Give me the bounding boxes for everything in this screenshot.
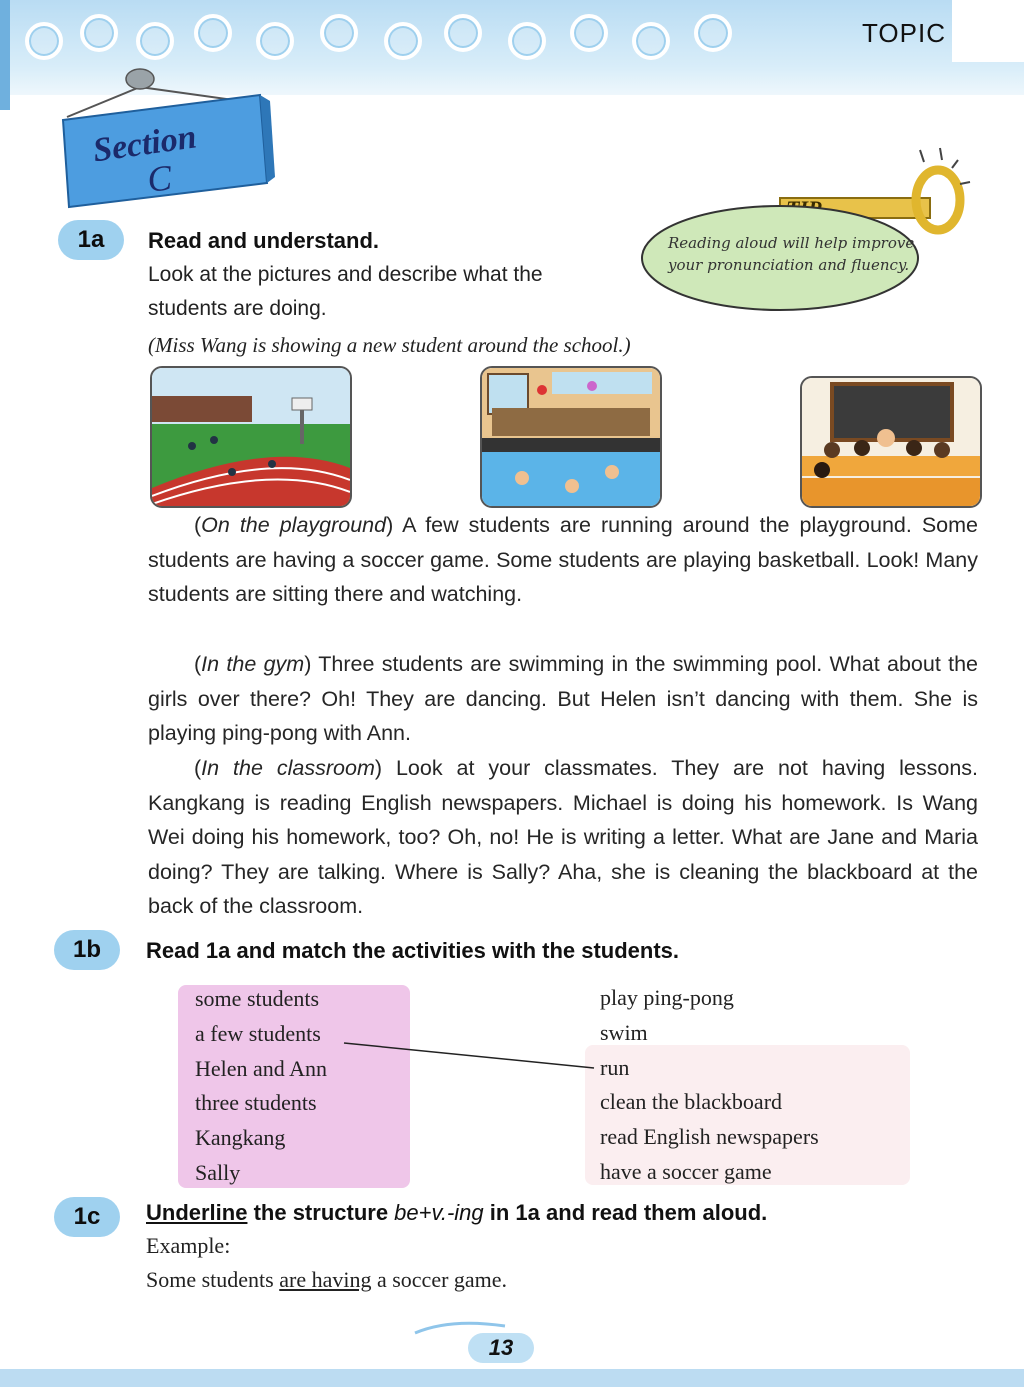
paragraph-classroom-text: ) Look at your classmates. They are not having lessons. Kangkang is reading English newspapers. Michael is doing his homework. Is Wang Wei doing his homework, too? Oh, no! He is writing a letter. What are Jane and Maria doing? They are talking. Where is Sally? Aha, she is cleaning the blackboard at the back of the classroom. (148, 756, 979, 919)
example-underlined: are having (279, 1267, 372, 1292)
activity-item: clean the blackboard (600, 1089, 783, 1114)
student-item: three students (195, 1090, 317, 1115)
activity-item: play ping-pong (600, 985, 734, 1010)
paragraph-gym-text: ) Three students are swimming in the swimming pool. What about the girls over there? Oh! They are dancing. But Helen isn’t dancing with them. She is playing ping-pong with Ann. (148, 652, 978, 746)
example-post: a soccer game. (371, 1267, 508, 1292)
task-1b-badge: 1b (54, 930, 120, 970)
task-1c-badge: 1c (54, 1197, 120, 1237)
activity-item: swim (600, 1020, 648, 1045)
task-1c-title-italic: be+v.-ing (394, 1200, 484, 1225)
page-number: 13 (468, 1333, 534, 1363)
scene-note: (Miss Wang is showing a new student around the school.) (148, 333, 631, 357)
activity-item: run (600, 1055, 630, 1080)
task-1c-title (146, 1200, 767, 1226)
match-line (344, 1043, 594, 1068)
student-item: Helen and Ann (195, 1056, 327, 1081)
topic-label: TOPIC (862, 18, 946, 48)
task-1a-instruction-line1: Look at the pictures and describe what the (148, 263, 543, 286)
paragraph-gym: (In the gym) Three students are swimming in the swimming pool. What about the girls over there? Oh! They are dancing. But Helen isn’t dancing with them. She is playing ping-pong with Ann. (148, 652, 978, 746)
task-1b-title: Read 1a and match the activities with the students. (146, 938, 680, 963)
activity-item: read English newspapers (600, 1124, 819, 1149)
example-label: Example: (146, 1233, 231, 1258)
paragraph-classroom-lead: In the classroom (201, 756, 375, 780)
section-letter: C (145, 157, 174, 200)
student-item: Sally (195, 1160, 241, 1185)
paragraph-classroom: (In the classroom) Look at your classmates. They are not having lessons. Kangkang is reading English newspapers. Michael is doing his homework. Is Wang Wei doing his homework, too? Oh, no! He is writing a letter. What are Jane and Maria doing? They are talking. Where is Sally? Aha, she is cleaning the blackboard at the back of the classroom. (148, 756, 979, 919)
paragraph-playground-lead: On the playground (201, 513, 387, 537)
student-item: a few students (195, 1021, 321, 1046)
footer-band (0, 1369, 1024, 1387)
tip-line-2: your pronunciation and fluency. (668, 256, 910, 274)
task-1c-title-end: in 1a and read them aloud. (483, 1200, 768, 1225)
paragraph-playground-text: ) A few students are running around the playground. Some students are having a soccer game. Some students are playing basketball. Look! Many students are sitting there and watching. (148, 513, 979, 607)
task-1a-badge: 1a (58, 220, 124, 260)
example-pre: Some students (146, 1267, 280, 1292)
task-1a-instruction-line2: students are doing. (148, 297, 327, 320)
section-word: Section (90, 118, 199, 170)
paragraph-playground: (On the playground) A few students are running around the playground. Some students are having a soccer game. Some students are playing basketball. Look! Many students are sitting there and watching. (148, 513, 979, 607)
task-1a-title: Read and understand. (148, 228, 380, 253)
example-sentence (146, 1267, 507, 1293)
student-item: Kangkang (195, 1125, 286, 1150)
task-1c-title-underline: Underline (146, 1200, 248, 1225)
paragraph-gym-lead: In the gym (201, 652, 305, 676)
activity-item: have a soccer game (600, 1159, 772, 1184)
student-item: some students (195, 986, 320, 1011)
task-1c-title-mid: the structure (247, 1200, 395, 1225)
tip-line-1: Reading aloud will help improve (668, 234, 915, 252)
